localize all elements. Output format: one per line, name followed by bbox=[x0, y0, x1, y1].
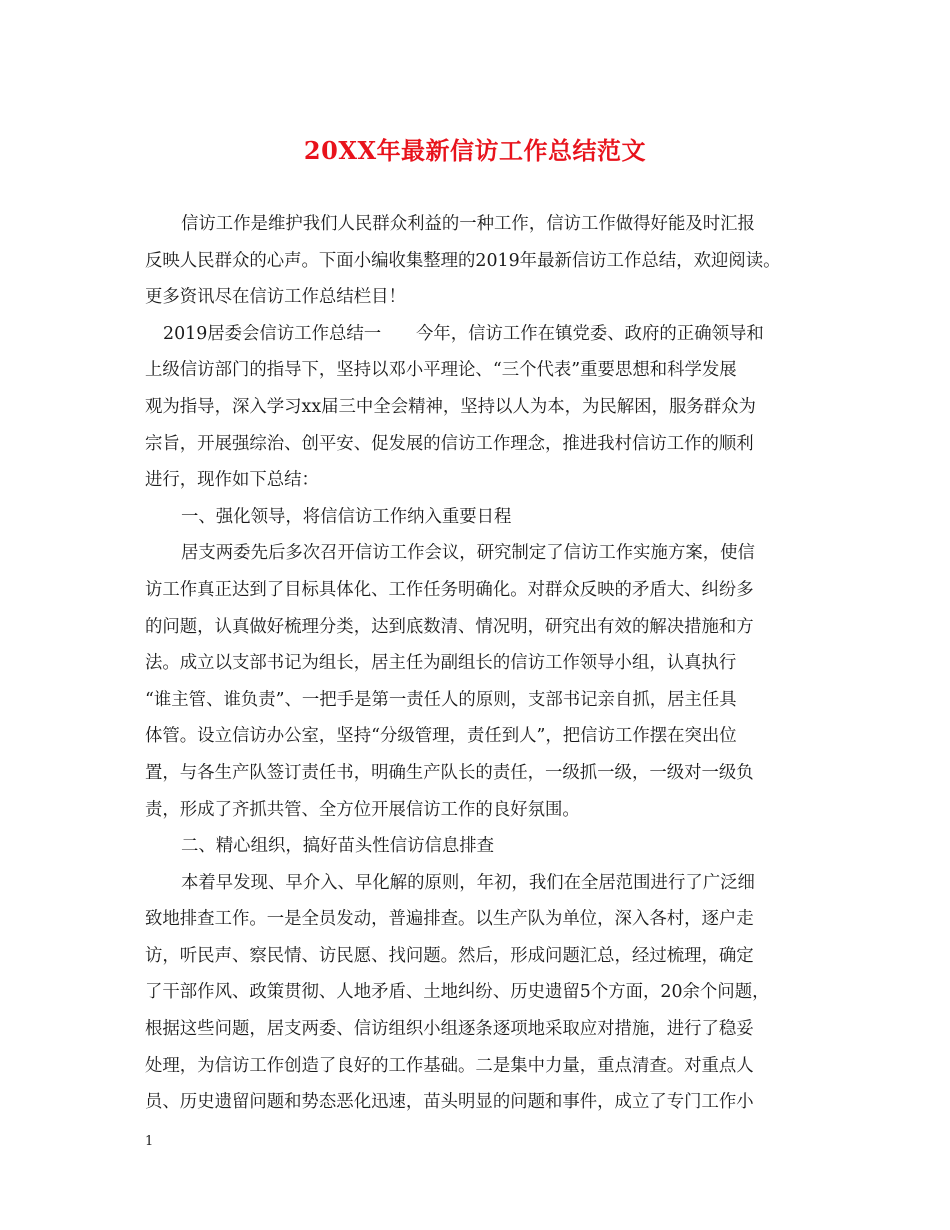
paragraph-line: 反映人民群众的心声。下面小编收集整理的2019年最新信访工作总结，欢迎阅读。 bbox=[145, 250, 781, 271]
paragraph-line: 访工作真正达到了目标具体化、工作任务明确化。对群众反映的矛盾大、纠纷多 bbox=[145, 579, 754, 600]
paragraph-line: 本着早发现、早介入、早化解的原则，年初，我们在全居范围进行了广泛细 bbox=[181, 872, 755, 893]
paragraph-line: 上级信访部门的指导下，坚持以邓小平理论、“三个代表”重要思想和科学发展 bbox=[145, 360, 737, 381]
paragraph-line: 了干部作风、政策贯彻、人地矛盾、土地纠纷、历史遗留5个方面，20余个问题， bbox=[145, 982, 770, 1003]
document-title: 20XX年最新信访工作总结范文 bbox=[303, 136, 647, 165]
section-heading-line: 一、强化领导，将信信访工作纳入重要日程 bbox=[181, 506, 512, 527]
paragraph-line: 信访工作是维护我们人民群众利益的一种工作，信访工作做得好能及时汇报 bbox=[181, 214, 755, 234]
paragraph-line: 访，听民声、察民情、访民愿、找问题。然后，形成问题汇总，经过梳理，确定 bbox=[145, 945, 754, 966]
section-heading-line: 二、精心组织，搞好苗头性信访信息排查 bbox=[181, 836, 495, 857]
paragraph-line: 处理，为信访工作创造了良好的工作基础。二是集中力量，重点清查。对重点人 bbox=[145, 1055, 754, 1076]
paragraph-line: “谁主管、谁负责”、一把手是第一责任人的原则，支部书记亲自抓，居主任具 bbox=[145, 689, 737, 710]
paragraph-line: 根据这些问题，居支两委、信访组织小组逐条逐项地采取应对措施，进行了稳妥 bbox=[145, 1019, 754, 1040]
paragraph-line: 观为指导，深入学习xx届三中全会精神，坚持以人为本，为民解困，服务群众为 bbox=[145, 396, 756, 417]
paragraph-line: 员、历史遗留问题和势态恶化迅速，苗头明显的问题和事件，成立了专门工作小 bbox=[145, 1092, 754, 1113]
paragraph-line: 体管。设立信访办公室，坚持“分级管理，责任到人”，把信访工作摆在突出位 bbox=[145, 726, 737, 747]
document-body bbox=[145, 206, 810, 1121]
paragraph-line: 责，形成了齐抓共管、全方位开展信访工作的良好氛围。 bbox=[145, 799, 580, 820]
paragraph-line: 的问题，认真做好梳理分类，达到底数清、情况明，研究出有效的解决措施和方 bbox=[145, 616, 754, 637]
paragraph-line: 居支两委先后多次召开信访工作会议，研究制定了信访工作实施方案，使信 bbox=[181, 543, 755, 564]
paragraph-line: 更多资讯尽在信访工作总结栏目！ bbox=[145, 287, 406, 308]
page-number: 1 bbox=[145, 1134, 154, 1149]
paragraph-line: 致地排查工作。一是全员发动，普遍排查。以生产队为单位，深入各村，逐户走 bbox=[145, 909, 754, 930]
paragraph-line: 宗旨，开展强综治、创平安、促发展的信访工作理念，推进我村信访工作的顺利 bbox=[145, 433, 754, 454]
paragraph-line: 置，与各生产队签订责任书，明确生产队长的责任，一级抓一级，一级对一级负 bbox=[145, 762, 754, 783]
paragraph-line: 进行，现作如下总结： bbox=[145, 470, 319, 491]
paragraph-line: 法。成立以支部书记为组长，居主任为副组长的信访工作领导小组，认真执行 bbox=[145, 653, 737, 674]
section-heading-line: 2019居委会信访工作总结一 今年，信访工作在镇党委、政府的正确领导和 bbox=[163, 323, 764, 344]
